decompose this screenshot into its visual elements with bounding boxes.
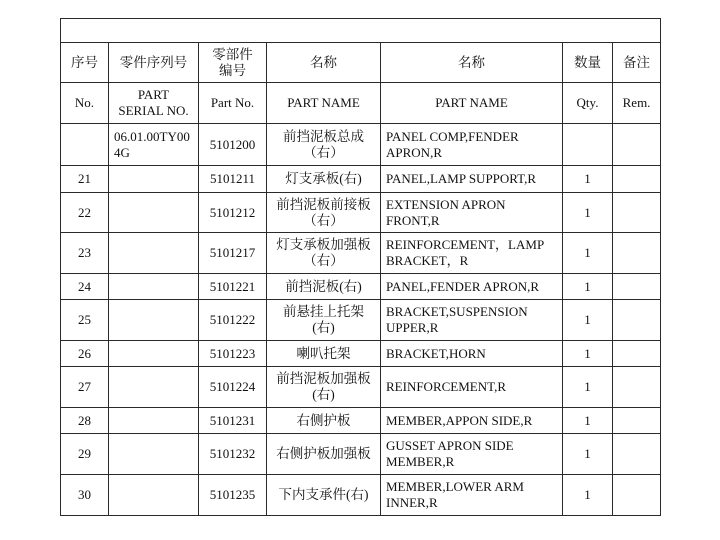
- cell-no: 29: [61, 434, 109, 475]
- cell-serial: [109, 166, 199, 193]
- cell-serial: [109, 434, 199, 475]
- parts-table: [60, 18, 661, 516]
- table-row: [61, 408, 661, 434]
- header-name-cn: 名称: [267, 43, 381, 83]
- cell-remark: [613, 434, 661, 475]
- cell-qty: 1: [563, 274, 613, 300]
- cell-part-no: 5101223: [199, 341, 267, 367]
- cell-serial: 06.01.00TY004G: [109, 124, 199, 166]
- header-name-en-2: PART NAME: [381, 83, 563, 124]
- cell-name-en: PANEL COMP,FENDER APRON,R: [381, 124, 563, 166]
- cell-serial: [109, 408, 199, 434]
- cell-no: 22: [61, 193, 109, 233]
- header-row-chinese: [61, 43, 661, 83]
- cell-part-no: 5101200: [199, 124, 267, 166]
- cell-qty: 1: [563, 341, 613, 367]
- cell-part-no: 5101235: [199, 475, 267, 516]
- header-no-cn: 序号: [61, 43, 109, 83]
- cell-name-cn: 右侧护板加强板: [267, 434, 381, 475]
- cell-name-cn: 前挡泥板总成（右）: [267, 124, 381, 166]
- cell-name-en: REINFORCEMENT,R: [381, 367, 563, 408]
- header-remark-cn: 备注: [613, 43, 661, 83]
- cell-remark: [613, 475, 661, 516]
- cell-qty: 1: [563, 166, 613, 193]
- cell-name-en: GUSSET APRON SIDE MEMBER,R: [381, 434, 563, 475]
- cell-name-cn: 下内支承件(右): [267, 475, 381, 516]
- cell-qty: 1: [563, 233, 613, 274]
- table-row: [61, 193, 661, 233]
- cell-no: 24: [61, 274, 109, 300]
- cell-name-en: BRACKET,SUSPENSION UPPER,R: [381, 300, 563, 341]
- cell-name-en: BRACKET,HORN: [381, 341, 563, 367]
- cell-name-cn: 前悬挂上托架(右): [267, 300, 381, 341]
- cell-remark: [613, 367, 661, 408]
- cell-name-cn: 灯支承板(右): [267, 166, 381, 193]
- header-row-english: [61, 83, 661, 124]
- table-row: [61, 434, 661, 475]
- header-serial-en: PART SERIAL NO.: [109, 83, 199, 124]
- cell-name-en: MEMBER,APPON SIDE,R: [381, 408, 563, 434]
- cell-name-en: MEMBER,LOWER ARM INNER,R: [381, 475, 563, 516]
- table-row: [61, 300, 661, 341]
- cell-name-en: PANEL,FENDER APRON,R: [381, 274, 563, 300]
- cell-serial: [109, 233, 199, 274]
- parts-table-body: [61, 19, 661, 516]
- cell-name-cn: 右侧护板: [267, 408, 381, 434]
- cell-no: [61, 124, 109, 166]
- cell-remark: [613, 300, 661, 341]
- cell-remark: [613, 341, 661, 367]
- cell-no: 25: [61, 300, 109, 341]
- cell-name-cn: 灯支承板加强板（右）: [267, 233, 381, 274]
- cell-part-no: 5101217: [199, 233, 267, 274]
- cell-name-cn: 喇叭托架: [267, 341, 381, 367]
- header-serial-cn: 零件序列号: [109, 43, 199, 83]
- cell-serial: [109, 341, 199, 367]
- cell-qty: 1: [563, 193, 613, 233]
- cell-no: 30: [61, 475, 109, 516]
- header-no-en: No.: [61, 83, 109, 124]
- cell-qty: 1: [563, 475, 613, 516]
- cell-qty: [563, 124, 613, 166]
- cell-name-cn: 前挡泥板前接板（右）: [267, 193, 381, 233]
- cell-no: 27: [61, 367, 109, 408]
- cell-part-no: 5101212: [199, 193, 267, 233]
- table-row: [61, 475, 661, 516]
- cell-no: 28: [61, 408, 109, 434]
- cell-qty: 1: [563, 300, 613, 341]
- header-qty-en: Qty.: [563, 83, 613, 124]
- cell-qty: 1: [563, 434, 613, 475]
- cell-part-no: 5101211: [199, 166, 267, 193]
- table-row: [61, 341, 661, 367]
- header-name-en-cn: 名称: [381, 43, 563, 83]
- cell-part-no: 5101221: [199, 274, 267, 300]
- cell-remark: [613, 408, 661, 434]
- cell-serial: [109, 274, 199, 300]
- cell-name-cn: 前挡泥板(右): [267, 274, 381, 300]
- cell-remark: [613, 233, 661, 274]
- cell-serial: [109, 300, 199, 341]
- header-remark-en: Rem.: [613, 83, 661, 124]
- cell-part-no: 5101224: [199, 367, 267, 408]
- cell-serial: [109, 367, 199, 408]
- table-row: [61, 124, 661, 166]
- table-row: [61, 274, 661, 300]
- cell-remark: [613, 124, 661, 166]
- cell-remark: [613, 166, 661, 193]
- cell-serial: [109, 475, 199, 516]
- table-row: [61, 166, 661, 193]
- header-name-en: PART NAME: [267, 83, 381, 124]
- table-title-cell: [61, 19, 661, 43]
- cell-no: 26: [61, 341, 109, 367]
- cell-remark: [613, 193, 661, 233]
- header-part-no-en: Part No.: [199, 83, 267, 124]
- cell-part-no: 5101232: [199, 434, 267, 475]
- cell-part-no: 5101231: [199, 408, 267, 434]
- cell-remark: [613, 274, 661, 300]
- cell-qty: 1: [563, 367, 613, 408]
- table-title-row: [61, 19, 661, 43]
- cell-part-no: 5101222: [199, 300, 267, 341]
- table-row: [61, 233, 661, 274]
- cell-name-en: PANEL,LAMP SUPPORT,R: [381, 166, 563, 193]
- cell-no: 23: [61, 233, 109, 274]
- cell-name-en: REINFORCEMENT，LAMP BRACKET，R: [381, 233, 563, 274]
- cell-qty: 1: [563, 408, 613, 434]
- cell-name-cn: 前挡泥板加强板(右): [267, 367, 381, 408]
- table-row: [61, 367, 661, 408]
- cell-no: 21: [61, 166, 109, 193]
- cell-serial: [109, 193, 199, 233]
- header-part-no-cn: 零部件 编号: [199, 43, 267, 83]
- header-qty-cn: 数量: [563, 43, 613, 83]
- cell-name-en: EXTENSION APRON FRONT,R: [381, 193, 563, 233]
